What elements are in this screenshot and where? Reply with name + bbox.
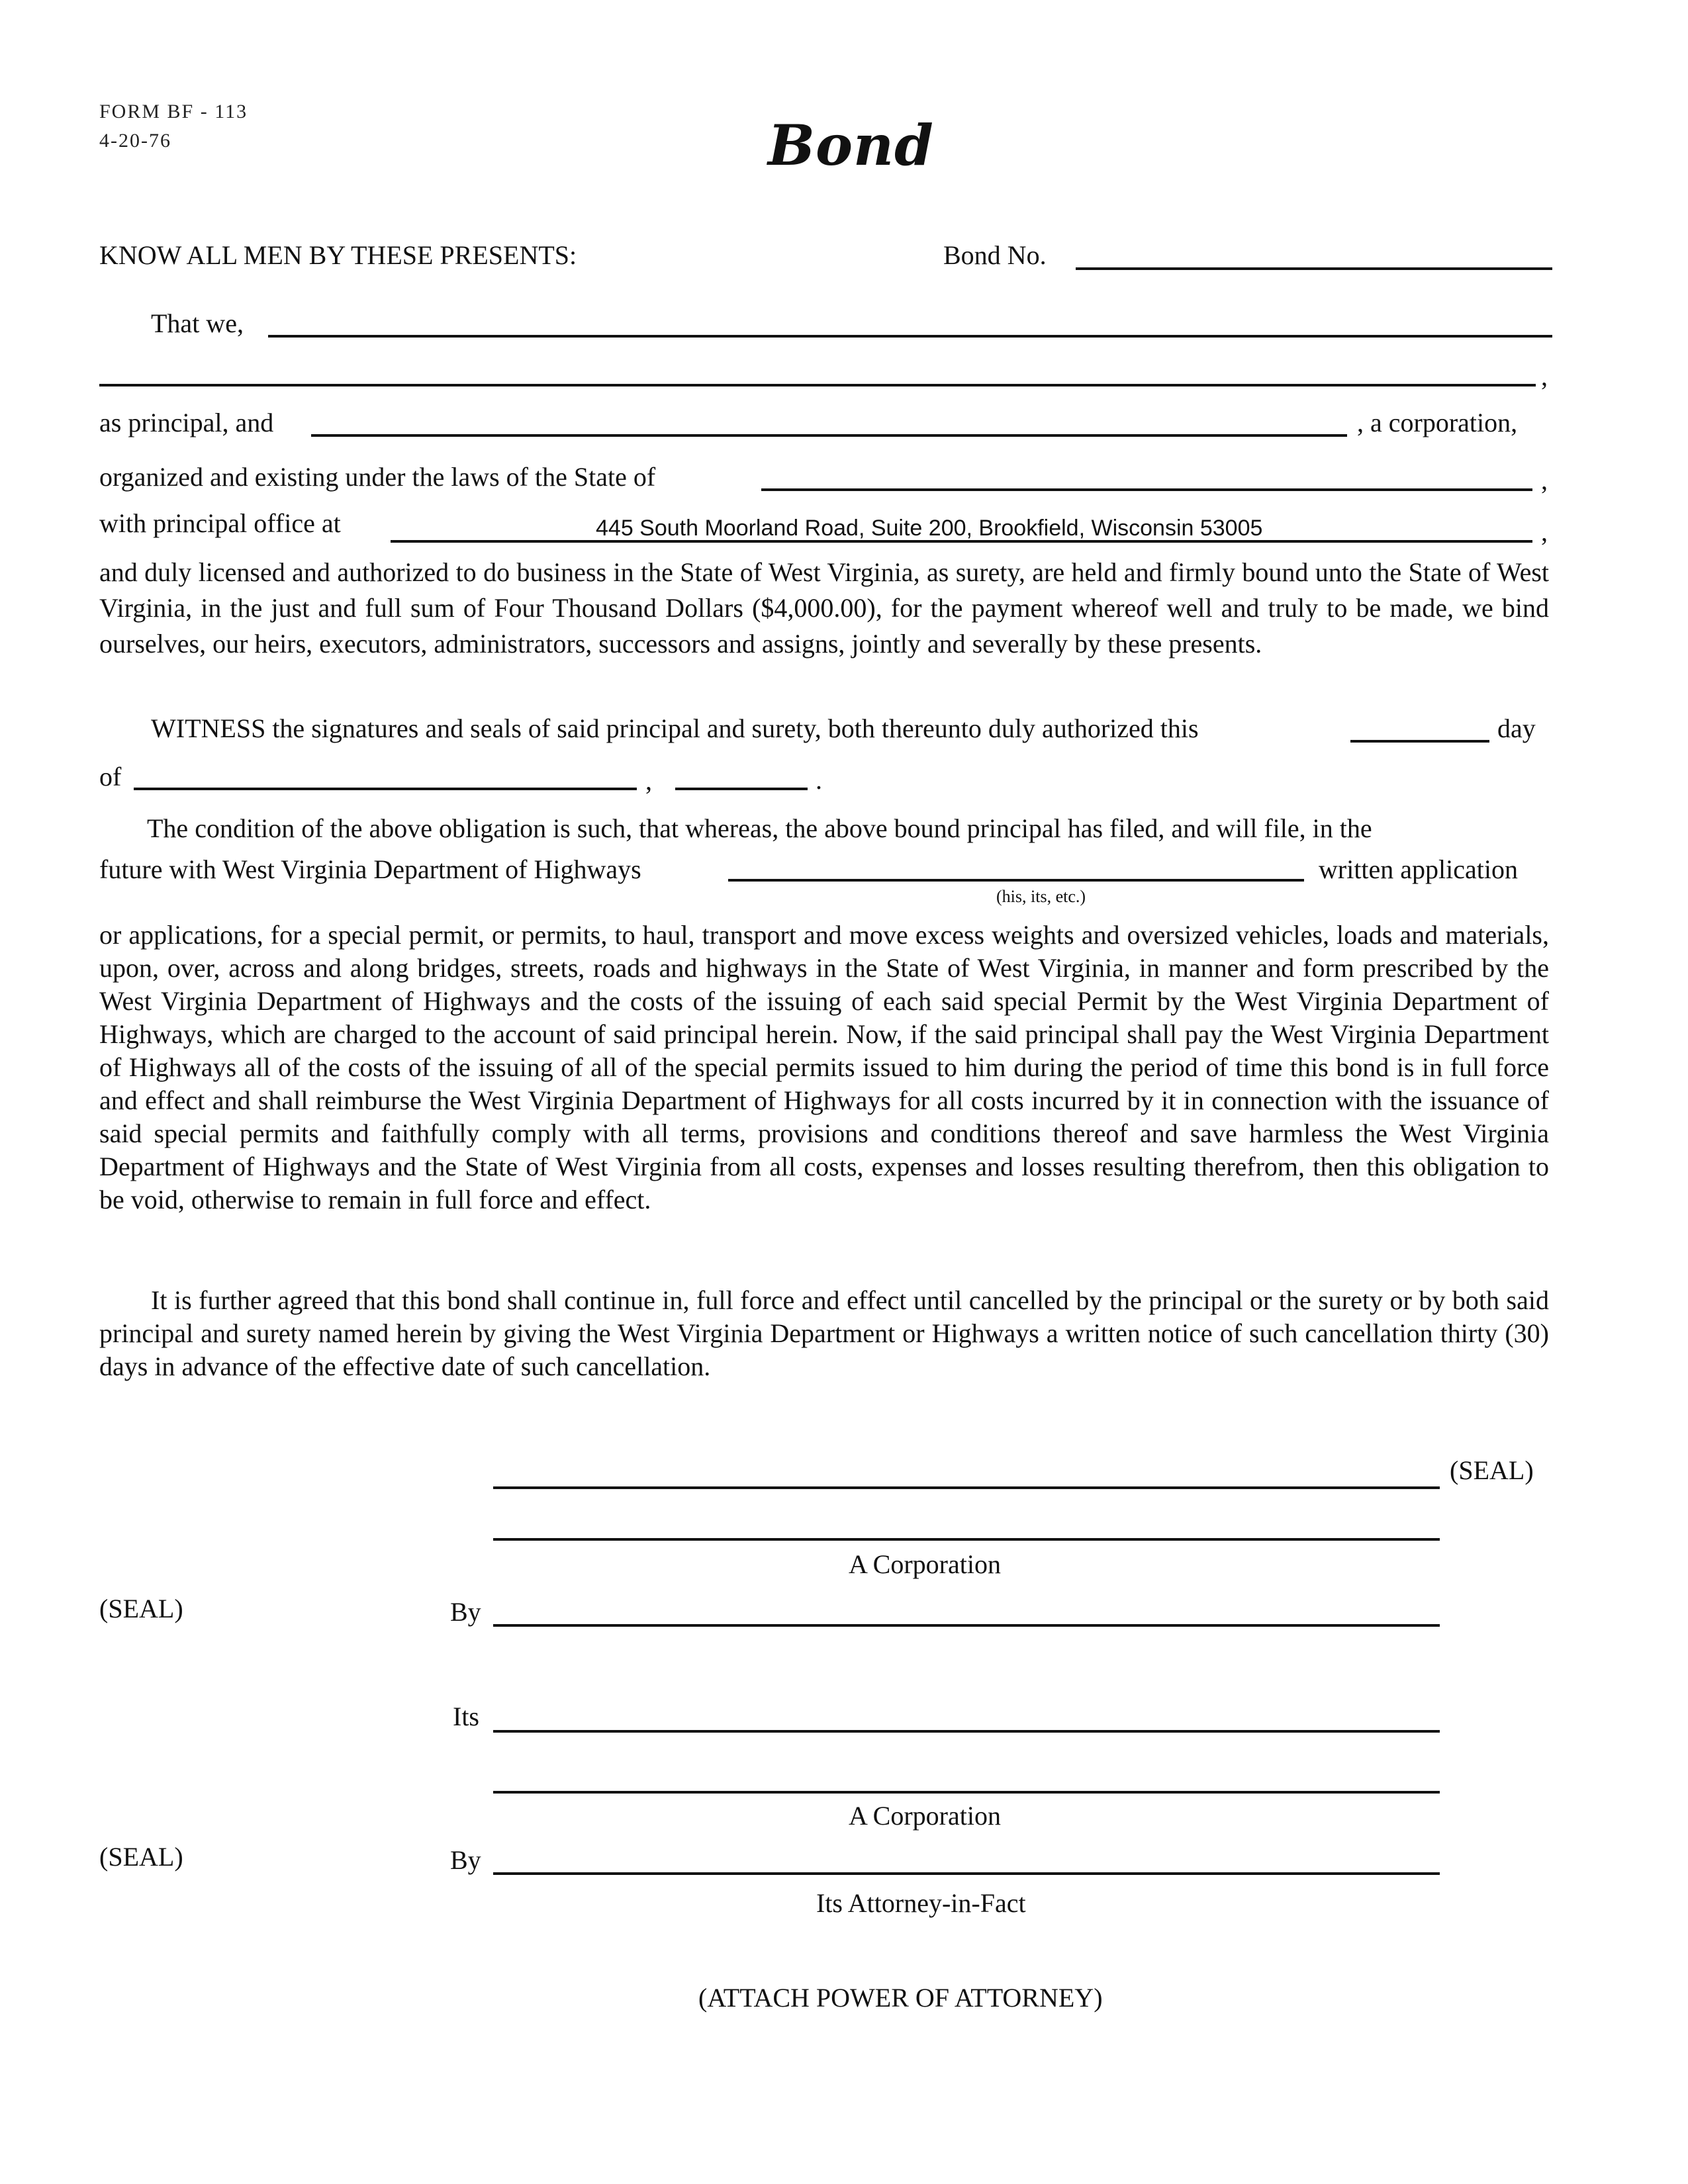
day-label: day	[1497, 713, 1536, 743]
of-label: of	[99, 762, 122, 792]
by-signature-underline-2	[493, 1872, 1440, 1875]
principal-name-underline	[268, 335, 1552, 338]
that-we-label: That we,	[151, 308, 244, 338]
applications-paragraph	[99, 919, 1549, 1216]
bond-no-underline	[1076, 267, 1552, 270]
condition-line-1: The condition of the above obligation is such, that whereas, the above bound principal has filed, and will file, in the	[147, 813, 1372, 843]
by-signature-field-2[interactable]	[493, 1843, 1440, 1874]
principal-office-underline	[391, 540, 1532, 543]
witness-month-underline	[134, 788, 637, 790]
his-its-hint: (his, its, etc.)	[996, 887, 1086, 906]
state-underline	[761, 488, 1532, 491]
principal-signature-field[interactable]	[493, 1456, 1440, 1486]
state-comma: ,	[1541, 465, 1548, 495]
principal-office-value[interactable]: 445 South Moorland Road, Suite 200, Brookfield, Wisconsin 53005	[596, 516, 1263, 541]
seal-left-2: (SEAL)	[99, 1842, 183, 1872]
by-label-1: By	[450, 1597, 481, 1627]
condition-line-2: future with West Virginia Department of Highways	[99, 854, 641, 884]
organized-label: organized and existing under the laws of the State of	[99, 462, 656, 492]
as-principal-label: as principal, and	[99, 408, 274, 437]
principal-name-field[interactable]	[268, 306, 1552, 336]
its-title-field[interactable]	[493, 1701, 1440, 1731]
page-title: Bond	[768, 113, 934, 178]
written-application-label: written application	[1319, 854, 1519, 884]
its-label: Its	[453, 1702, 479, 1731]
state-field[interactable]	[761, 459, 1532, 490]
principal-name-underline-2	[99, 384, 1536, 387]
principal-seal: (SEAL)	[1450, 1455, 1534, 1485]
witness-day-field[interactable]	[1350, 711, 1489, 741]
his-its-underline	[728, 879, 1304, 882]
office-comma: ,	[1541, 517, 1548, 547]
corporation-underline-2	[493, 1791, 1440, 1794]
surety-name-underline	[311, 434, 1347, 437]
licensed-paragraph-text: and duly licensed and authorized to do business in the State of West Virginia, as surety, are held and firmly bound unto the State of West Virginia, in the just and full sum of Four Thousand Dollars ($4,000.00), for the payment whereof well and truly to be made, we bind ourselves, our heirs, executors, administrators, successors and assigns, jointly and severally by these presents.	[99, 557, 1549, 659]
witness-day-underline	[1350, 740, 1489, 743]
bond-no-field[interactable]	[1076, 238, 1552, 269]
witness-text: WITNESS the signatures and seals of said principal and surety, both thereunto duly authorized this	[151, 713, 1199, 743]
attorney-in-fact-caption: Its Attorney-in-Fact	[816, 1888, 1026, 1918]
a-corporation-label: , a corporation,	[1357, 408, 1518, 437]
know-all-heading: KNOW ALL MEN BY THESE PRESENTS:	[99, 240, 577, 270]
a-corporation-caption-2: A Corporation	[849, 1801, 1001, 1831]
further-agreed-paragraph-text: It is further agreed that this bond shall continue in, full force and effect until cancelled by the principal or the surety or by both said principal and surety named herein by giving the West Virginia Department or Highways a written notice of such cancellation thirty (30) days in advance of the effective date of such cancellation.	[99, 1285, 1549, 1381]
form-number: FORM BF - 113	[99, 101, 248, 122]
principal-signature-underline	[493, 1486, 1440, 1489]
surety-name-field[interactable]	[311, 405, 1347, 435]
by-label-2: By	[450, 1845, 481, 1875]
seal-left-1: (SEAL)	[99, 1594, 183, 1623]
month-comma: ,	[645, 766, 652, 796]
year-period: .	[816, 765, 822, 795]
its-title-underline	[493, 1730, 1440, 1733]
surety-corporation-underline	[493, 1538, 1440, 1541]
attach-power-of-attorney: (ATTACH POWER OF ATTORNEY)	[698, 1983, 1103, 2013]
principal-office-label: with principal office at	[99, 508, 341, 538]
surety-corporation-field[interactable]	[493, 1509, 1440, 1539]
applications-paragraph-text: or applications, for a special permit, or permits, to haul, transport and move excess weights and oversized vehicles, loads and materials, upon, over, across and along bridges, streets, roads and highways in the State of West Virginia, in manner and form prescribed by the West Virginia Department of Highways and the costs of the issuing of each said special Permit by the West Virginia Department of Highways, which are charged to the account of said principal herein. Now, if the said principal shall pay the West Virginia Department of Highways all of the costs of the issuing of all of the special permits issued to him during the period of time this bond is in full force and effect and shall reimburse the West Virginia Department of Highways for all costs incurred by it in connection with the issuance of said special permits and faithfully comply with all terms, provisions and conditions thereof and save harmless the West Virginia Department of Highways and the State of West Virginia from all costs, expenses and losses resulting therefrom, then this obligation to be void, otherwise to remain in full force and effect.	[99, 920, 1549, 1214]
principal-name-field-2[interactable]	[99, 355, 1536, 385]
by-signature-field-1[interactable]	[493, 1595, 1440, 1625]
line-comma: ,	[1541, 361, 1548, 391]
corporation-field-2[interactable]	[493, 1762, 1440, 1792]
witness-month-field[interactable]	[134, 758, 637, 789]
by-signature-underline-1	[493, 1624, 1440, 1627]
further-agreed-paragraph	[99, 1284, 1549, 1383]
licensed-paragraph	[99, 555, 1549, 662]
witness-year-field[interactable]	[675, 758, 808, 789]
bond-no-label: Bond No.	[943, 240, 1047, 270]
his-its-field[interactable]	[728, 850, 1304, 880]
form-date: 4-20-76	[99, 130, 171, 152]
a-corporation-caption-1: A Corporation	[849, 1549, 1001, 1579]
witness-year-underline	[675, 788, 808, 790]
